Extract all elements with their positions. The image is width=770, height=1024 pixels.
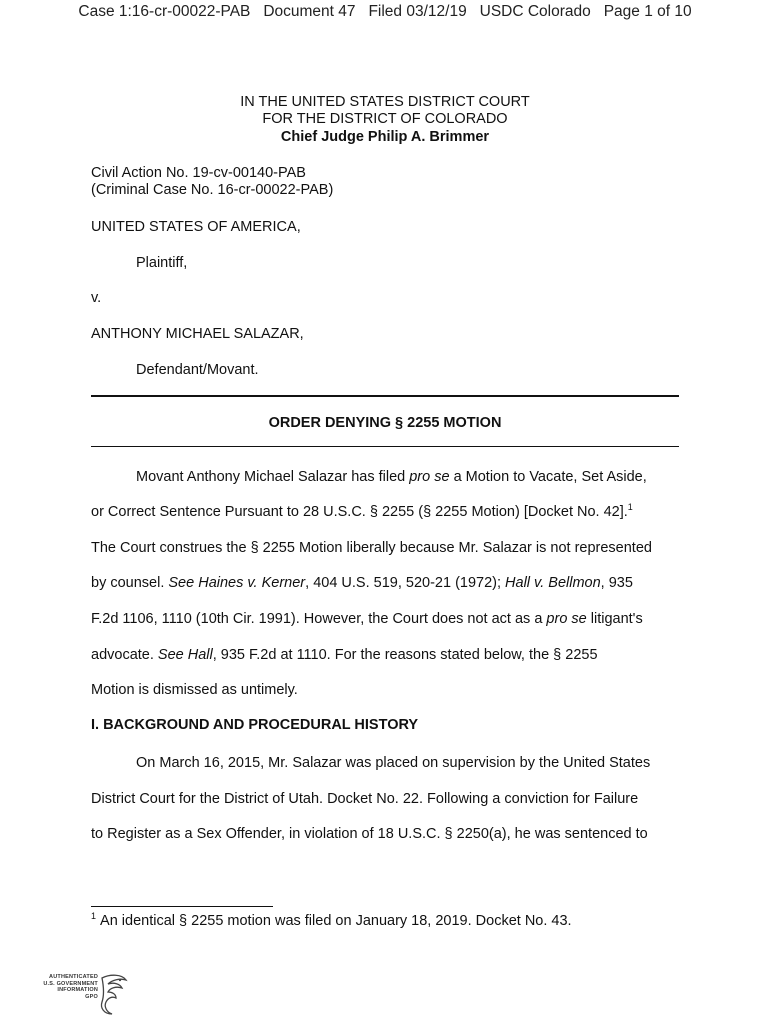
versus: v. [91,290,102,306]
paragraph2-line1: On March 16, 2015, Mr. Salazar was placed on supervision by the United States [136,755,651,771]
defendant-name: ANTHONY MICHAEL SALAZAR, [91,326,304,342]
criminal-case-number: (Criminal Case No. 16-cr-00022-PAB) [91,182,334,198]
paragraph1-line2: or Correct Sentence Pursuant to 28 U.S.C. § 2255 (§ 2255 Motion) [Docket No. 42].$^1$ [91,502,633,520]
header-document-number: Document 47 [263,3,356,20]
court-name-line2: FOR THE DISTRICT OF COLORADO [262,111,508,127]
header-filed-date: Filed 03/12/19 [368,3,467,20]
footnote-text: An identical § 2255 motion was filed on January 18, 2019. Docket No. 43. [100,913,572,929]
order-title: ORDER DENYING § 2255 MOTION [268,415,502,431]
civil-action-number: Civil Action No. 19-cv-00140-PAB [91,165,306,181]
paragraph1-line6: advocate. See Hall, 935 F.2d at 1110. For the reasons stated below, the § 2255 [91,647,598,663]
paragraph1-line7: Motion is dismissed as untimely. [91,682,298,698]
defendant-role: Defendant/Movant. [136,362,259,378]
seal-line1: AUTHENTICATED [49,974,98,980]
plaintiff-role: Plaintiff, [136,255,188,271]
paragraph1-line5: F.2d 1106, 1110 (10th Cir. 1991). However, the Court does not act as a pro se litigant's [91,611,643,627]
header-case-number: Case 1:16-cr-00022-PAB [78,3,251,20]
seal-line3: INFORMATION [57,987,98,993]
header-page-number: Page 1 of 10 [603,3,692,20]
seal-line4: GPO [85,993,98,1000]
paragraph1-line3: The Court construes the § 2255 Motion liberally because Mr. Salazar is not represented [91,540,652,556]
paragraph2-line2: District Court for the District of Utah. Docket No. 22. Following a conviction for Failure [91,791,639,807]
plaintiff-name: UNITED STATES OF AMERICA, [91,219,301,235]
eagle-seal-icon [96,972,130,1016]
section-heading: I. BACKGROUND AND PROCEDURAL HISTORY [91,717,419,733]
paragraph2-line3: to Register as a Sex Offender, in violation of 18 U.S.C. § 2250(a), he was sentenced to [91,826,648,842]
footnote [91,913,572,929]
paragraph1-line4: by counsel. See Haines v. Kerner, 404 U.S. 519, 520-21 (1972); Hall v. Bellmon, 935 [91,575,633,591]
footnote-reference[interactable]: 1 [627,502,633,513]
footnote-marker: 1 [91,911,97,922]
court-name-line1: IN THE UNITED STATES DISTRICT COURT [240,94,530,110]
footnote-divider [91,906,273,907]
seal-line2: U.S. GOVERNMENT [43,980,98,987]
header-court: USDC Colorado [479,3,591,20]
document-header [0,3,770,21]
judge-name: Chief Judge Philip A. Brimmer [280,129,490,145]
caption-divider-bottom [91,446,679,447]
paragraph1-line1: Movant Anthony Michael Salazar has filed pro se a Motion to Vacate, Set Aside, [136,469,647,485]
gpo-authentication-seal [40,972,130,1016]
caption-divider-top [91,395,679,397]
